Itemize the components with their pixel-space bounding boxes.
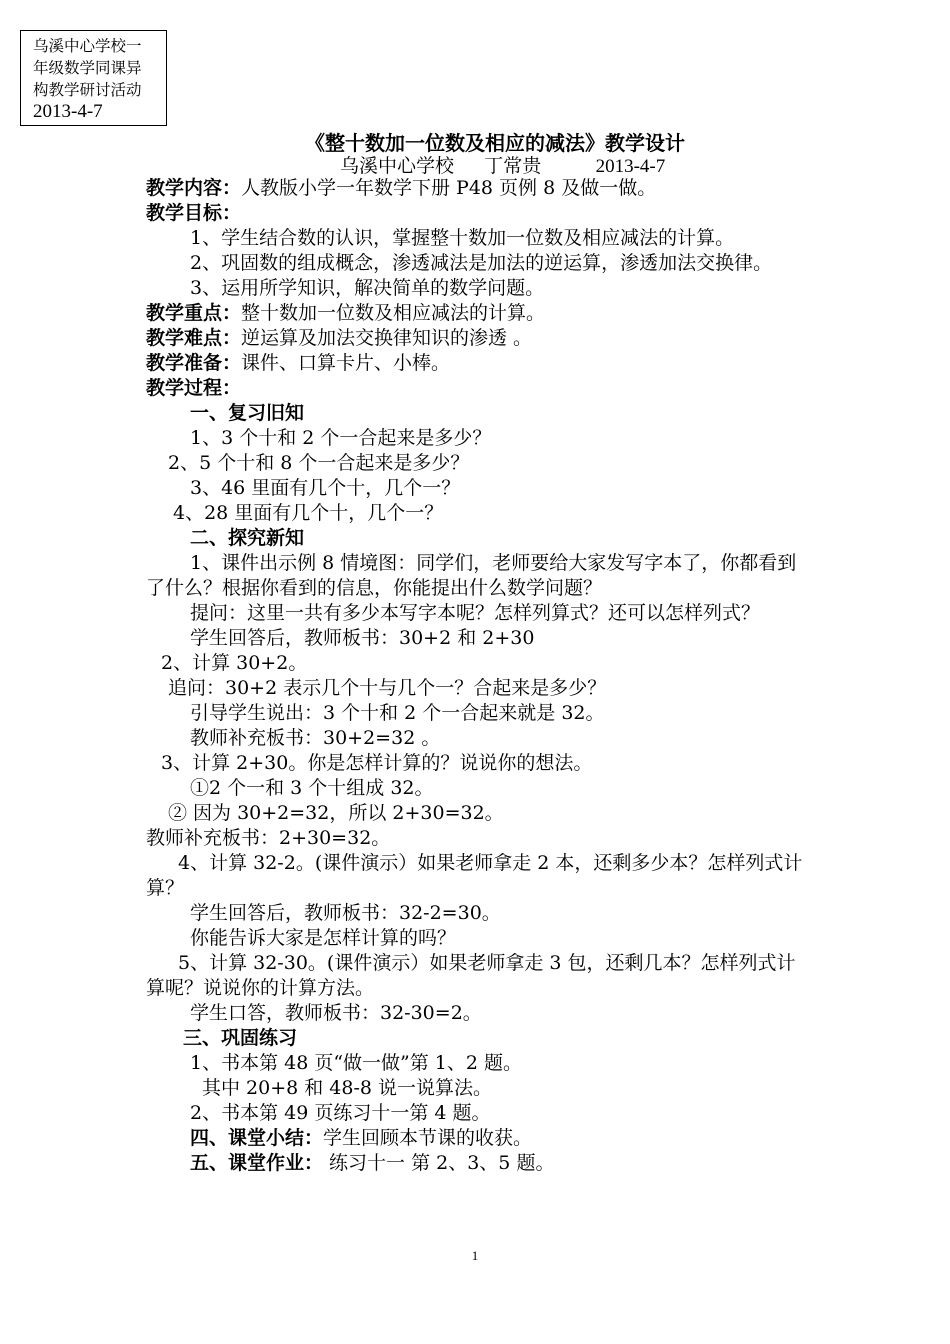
paragraph-text: 练习十一 第 2、3、5 题。 [323, 1152, 555, 1174]
section-label: 教学过程： [146, 377, 242, 399]
summary [146, 1126, 810, 1151]
paragraph: 引导学生说出：3 个十和 2 个一合起来就是 32。 [190, 702, 605, 724]
paragraph: 教师补充板书：2+30=32。 [146, 827, 391, 849]
section-label: 五、课堂作业： [190, 1152, 324, 1174]
stamp-line: 年级数学同课异 [33, 59, 142, 77]
list-item: 3、46 里面有几个十，几个一？ [190, 477, 461, 499]
stamp-line: 乌溪中心学校一 [33, 37, 142, 55]
subsection-heading: 一、复习旧知 [190, 402, 305, 424]
paragraph: 学生回答后，教师板书：30+2 和 2+30 [190, 627, 535, 649]
paragraph: 1、课件出示例 8 情境图：同学们，老师要给大家发写字本了，你都看到了什么？根据你看到的信息，你能提出什么数学问题？ [146, 552, 797, 599]
preparation [146, 351, 810, 376]
subsection-heading: 三、巩固练习 [183, 1027, 298, 1049]
byline-date: 2013-4-7 [595, 156, 666, 177]
document-title: 《整十数加一位数及相应的减法》教学设计 [305, 131, 685, 155]
key-point [146, 301, 810, 326]
page-number: 1 [471, 1248, 479, 1263]
paragraph: 其中 20+8 和 48-8 说一说算法。 [202, 1077, 493, 1099]
list-item: 2、5 个十和 8 个一合起来是多少？ [168, 452, 470, 474]
objective-item: 3、运用所学知识，解决简单的数学问题。 [190, 277, 545, 299]
byline-school: 乌溪中心学校 [340, 155, 455, 177]
difficulty [146, 326, 810, 351]
header-stamp-box [20, 30, 167, 126]
paragraph-text: 学生回顾本节课的收获。 [323, 1127, 533, 1149]
paragraph: 提问：这里一共有多少本写字本呢？怎样列算式？还可以怎样列式？ [190, 602, 761, 624]
paragraph: 追问：30+2 表示几个十与几个一？合起来是多少？ [168, 677, 607, 699]
homework [146, 1151, 810, 1176]
byline-author: 丁常贵 [484, 155, 542, 177]
paragraph: 学生回答后，教师板书：32-2=30。 [190, 902, 501, 924]
list-item: 2、计算 30+2。 [161, 652, 308, 674]
section-label: 教学内容： [146, 177, 242, 199]
objective-item: 2、巩固数的组成概念，渗透减法是加法的逆运算，渗透加法交换律。 [190, 252, 773, 274]
stamp-line: 构教学研讨活动 [33, 81, 142, 99]
teaching-content [146, 176, 810, 201]
list-item: 5、计算 32-30。(课件演示）如果老师拿走 3 包，还剩几本？怎样列式计算呢？说说你的计算方法。 [146, 952, 796, 999]
paragraph: 你能告诉大家是怎样计算的吗？ [190, 927, 457, 949]
stamp-date: 2013-4-7 [33, 101, 103, 122]
list-item: 1、书本第 48 页“做一做”第 1、2 题。 [190, 1052, 523, 1074]
list-item: 4、计算 32-2。(课件演示）如果老师拿走 2 本，还剩多少本？怎样列式计算？ [146, 852, 803, 899]
byline [340, 151, 665, 178]
paragraph-text: 人教版小学一年数学下册 P48 页例 8 及做一做。 [241, 177, 657, 199]
section-label: 四、课堂小结： [190, 1127, 324, 1149]
section-label: 教学目标： [146, 202, 242, 224]
paragraph-text: 整十数加一位数及相应减法的计算。 [241, 302, 546, 324]
list-item: 4、28 里面有几个十，几个一？ [173, 502, 444, 524]
list-item: 3、计算 2+30。你是怎样计算的？说说你的想法。 [161, 752, 593, 774]
document-body [146, 176, 810, 1176]
objective-item: 1、学生结合数的认识，掌握整十数加一位数及相应减法的计算。 [190, 227, 735, 249]
section-label: 教学重点： [146, 302, 242, 324]
section-label: 教学准备： [146, 352, 242, 374]
paragraph-text: 逆运算及加法交换律知识的渗透 。 [241, 327, 533, 349]
list-item: 1、3 个十和 2 个一合起来是多少？ [190, 427, 492, 449]
subsection-heading: 二、探究新知 [190, 527, 305, 549]
paragraph: ② 因为 30+2=32，所以 2+30=32。 [168, 802, 504, 824]
list-item: 2、书本第 49 页练习十一第 4 题。 [190, 1102, 491, 1124]
section-label: 教学难点： [146, 327, 242, 349]
paragraph: ①2 个一和 3 个十组成 32。 [190, 777, 434, 799]
paragraph-text: 课件、口算卡片、小棒。 [241, 352, 451, 374]
paragraph: 教师补充板书：30+2=32 。 [190, 727, 441, 749]
paragraph: 学生口答，教师板书：32-30=2。 [190, 1002, 482, 1024]
